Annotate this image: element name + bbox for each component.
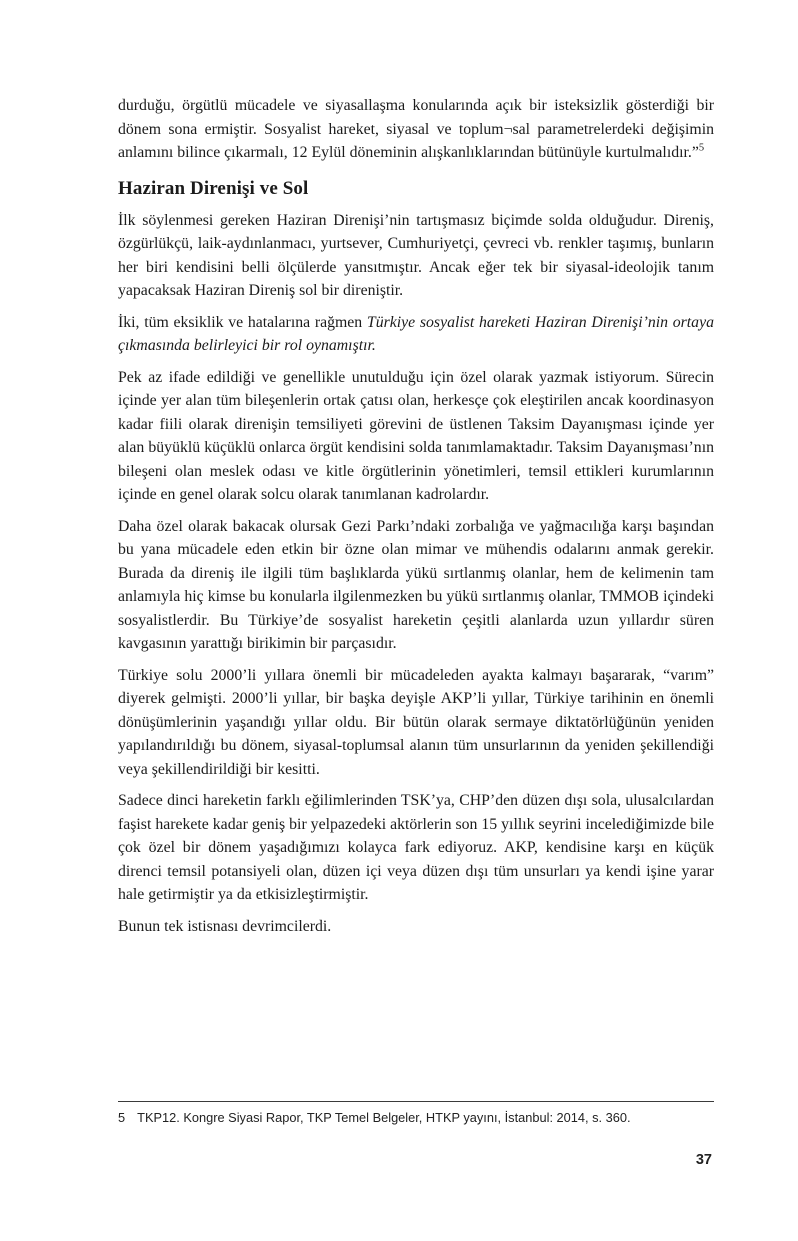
footnote-text: TKP12. Kongre Siyasi Rapor, TKP Temel Belgeler, HTKP yayını, İstanbul: 2014, s. 360. (137, 1110, 631, 1125)
paragraph: Bunun tek istisnası devrimcilerdi. (118, 917, 332, 935)
footnote-number: 5 (118, 1110, 126, 1125)
paragraph: Daha özel olarak bakacak olursak Gezi Parkı’ndaki zorbalığa ve yağmacılığa karşı başından bu yana mücadele eden etkin bir özne olan mimar ve mühendis odalarını anmak gerekir. Burada da direniş ile ilgili tüm başlıklarda yükü sırtlanmış olanlar, hem de kelimenin tam anlamıyla hiç kimse bu konularla ilgilenmezken bu yükü sırtlanmış olanlar, TMMOB içindeki sosyalistlerdir. Bu Türkiye’de sosyalist hareketin çeşitli alanlarda uzun yıllardır süren kavgasının yarattığı birikimin bir parçasıdır. (118, 517, 714, 652)
footnote-divider (118, 1101, 714, 1102)
paragraph: İlk söylenmesi gereken Haziran Direnişi’nin tartışmasız biçimde solda olduğudur. Direniş, özgürlükçü, laik-aydınlanmacı, yurtsever, Cumhuriyetçi, çevreci vb. renkler taşımış, bunların her biri kendisini belli ölçülerde yansıtmıştır. Ancak eğer tek bir siyasal-ideolojik tanım yapacaksak Haziran Direniş sol bir direniştir. (118, 211, 714, 299)
paragraph (118, 311, 714, 358)
paragraph: Türkiye solu 2000’li yıllara önemli bir mücadeleden ayakta kalmayı başararak, “varım” diyerek gelmişti. 2000’li yıllar, bir başka deyişle AKP’li yıllar, Türkiye tarihinin en önemli dönüşümlerinin yaşandığı yıllar oldu. Bir bütün olarak sermaye diktatörlüğünün yeniden yapılandırıldığı bu dönem, siyasal-toplumsal alanın tüm unsurlarının da yeniden şekillendiği veya şekillendirildiği bir kesitti. (118, 666, 714, 778)
paragraph (118, 94, 714, 165)
page-number: 37 (695, 1152, 712, 1168)
paragraph-text: durduğu, örgütlü mücadele ve siyasallaşma konularında açık bir isteksizlik gösterdiği bir dönem sona ermiştir. Sosyalist hareket, siyasal ve toplum¬sal parametrelerdeki değişimin anlamını bilince çıkarmalı, 12 Eylül döneminin alışkanlıklarından bütünüyle kurtulmalıdır.” (118, 97, 714, 161)
section-heading: Haziran Direnişi ve Sol (118, 177, 309, 199)
paragraph: Pek az ifade edildiği ve genellikle unutulduğu için özel olarak yazmak istiyorum. Sürecin içinde yer alan tüm bileşenlerin ortak çatısı olan, herkesçe çok eleştirilen ancak koordinasyon kadar fiili olarak direnişin temsiliyeti görevini de üstlenen Taksim Dayanışması içinde yer alan büyüklü küçüklü onlarca örgüt kendisini solda tanımlamaktadır. Taksim Dayanışması’nın bileşeni olan meslek odası ve kitle örgütlerinin yönetimleri, temsil ettikleri kurumlarının içinde en genel olarak solcu olarak tanımlanan kadrolardır. (118, 368, 714, 503)
footnote-area (118, 1101, 714, 1126)
page-content (118, 94, 714, 946)
paragraph: Sadece dinci hareketin farklı eğilimlerinden TSK’ya, CHP’den düzen dışı sola, ulusalcılardan faşist harekete kadar geniş bir yelpazedeki aktörlerin son 15 yıllık seyrini incelediğimizde bile çok özel bir dönem yaşadığımızı kolayca fark ediyoruz. AKP, kendisine karşı en küçük direnci temsil potansiyeli olan, düzen içi veya düzen dışı tüm unsurları ya kendi işine yarar hale getirmiştir ya da etkisizleştirmiştir. (118, 792, 714, 903)
footnote-reference: 5 (698, 142, 705, 154)
paragraph-emphasis: Türkiye sosyalist hareketi Haziran Direnişi’nin ortaya çıkmasında belirleyici bir rol oynamıştır. (118, 313, 714, 354)
paragraph-text: İki, tüm eksiklik ve hatalarına rağmen (118, 313, 367, 331)
footnote (118, 1109, 714, 1126)
